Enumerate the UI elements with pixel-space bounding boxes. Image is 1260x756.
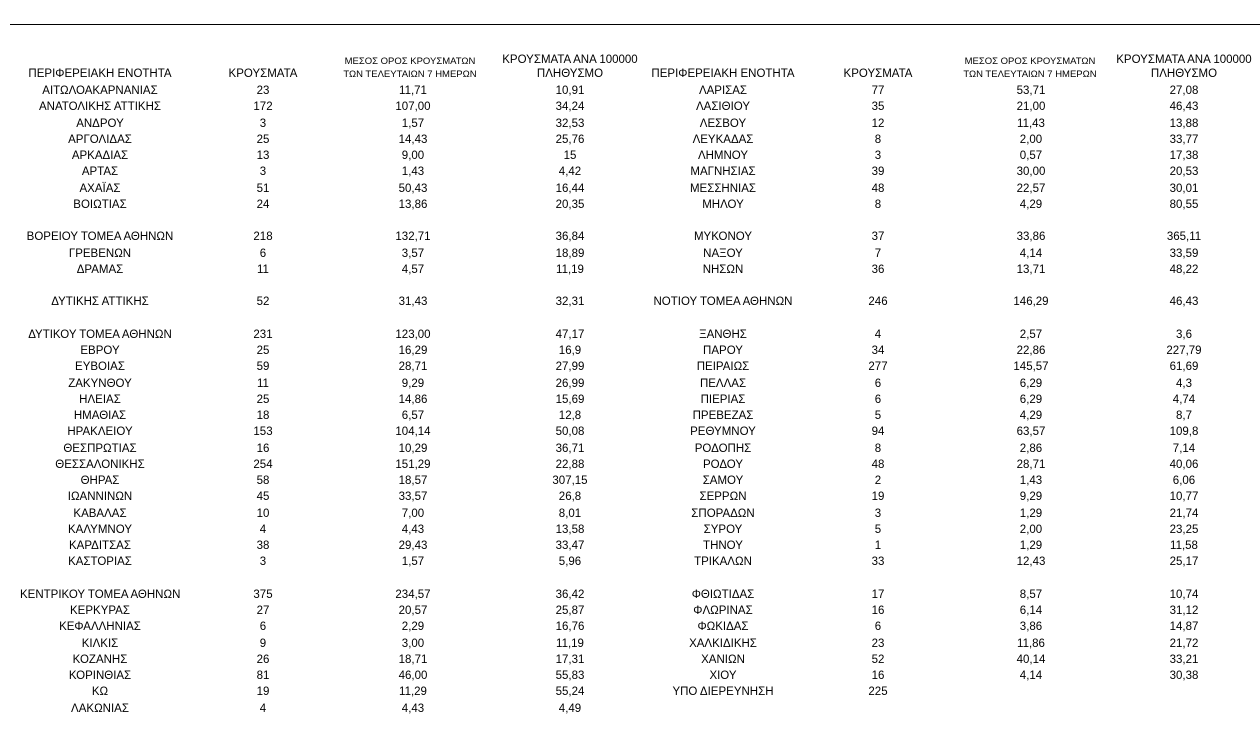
left-per100k-cell: 34,24 xyxy=(555,101,585,114)
right-cases-cell: 8 xyxy=(874,198,882,211)
left-cases-cell: 3 xyxy=(259,117,267,130)
left-avg-cell: 18,71 xyxy=(398,653,428,666)
left-region-cell: ΗΜΑΘΙΑΣ xyxy=(73,410,127,422)
left-avg-cell: 11,71 xyxy=(399,85,427,97)
left-avg-cell: 2,29 xyxy=(401,621,425,634)
right-avg-cell xyxy=(966,684,1096,700)
right-cases-cell: 94 xyxy=(871,426,885,439)
left-avg-cell: 50,43 xyxy=(398,182,428,195)
left-per100k-cell: 47,17 xyxy=(555,328,585,341)
left-per100k-cell: 32,53 xyxy=(555,117,585,130)
left-cases-cell: 23 xyxy=(256,85,270,97)
left-region-cell: ΒΟΙΩΤΙΑΣ xyxy=(73,198,127,211)
left-region-cell: ΖΑΚΥΝΘΟΥ xyxy=(68,377,132,390)
left-avg-cell: 18,57 xyxy=(398,475,428,487)
left-region-cell: ΘΗΡΑΣ xyxy=(80,475,120,487)
left-avg-cell: 10,29 xyxy=(398,442,428,455)
right-region-cell: ΝΗΣΩΝ xyxy=(702,263,744,276)
left-avg-cell: 123,00 xyxy=(395,328,431,341)
left-avg-cell: 1,43 xyxy=(401,166,425,179)
left-region-cell: ΚΑΣΤΟΡΙΑΣ xyxy=(68,556,132,569)
left-region-cell: ΗΡΑΚΛΕΙΟΥ xyxy=(67,426,133,439)
right-cases-cell: 12 xyxy=(871,117,885,130)
left-per100k-cell: 307,15 xyxy=(552,475,588,487)
left-avg-cell: 6,57 xyxy=(401,410,425,422)
right-per100k-cell: 6,06 xyxy=(1172,475,1196,487)
left-region-cell: ΚΟΖΑΝΗΣ xyxy=(72,653,128,666)
right-region-cell: ΜΑΓΝΗΣΙΑΣ xyxy=(690,166,756,179)
right-avg-cell: 8,57 xyxy=(1019,588,1043,601)
right-cases-cell: 6 xyxy=(874,377,882,390)
left-cases-cell: 153 xyxy=(253,426,273,439)
right-region-cell: ΤΗΝΟΥ xyxy=(703,540,743,552)
left-avg-cell: 234,57 xyxy=(395,588,431,601)
left-cases-cell: 4 xyxy=(259,523,267,536)
right-region-cell: ΧΑΛΚΙΔΙΚΗΣ xyxy=(689,637,757,650)
left-cases-cell: 11 xyxy=(257,377,269,390)
right-cases-cell: 4 xyxy=(874,328,882,341)
right-avg-cell: 40,14 xyxy=(1016,653,1046,666)
right-per100k-cell: 4,3 xyxy=(1176,377,1192,390)
right-per100k-cell: 10,74 xyxy=(1169,588,1199,601)
left-region-cell: ΚΑΡΔΙΤΣΑΣ xyxy=(69,540,131,552)
left-per100k-cell: 5,96 xyxy=(558,556,582,569)
right-avg-cell: 4,14 xyxy=(1019,247,1043,260)
left-region-cell: ΚΑΒΑΛΑΣ xyxy=(73,507,127,520)
left-per100k-cell: 55,83 xyxy=(555,670,585,682)
right-region-cell: ΡΟΔΟΠΗΣ xyxy=(694,442,752,455)
left-per100k-cell: 16,44 xyxy=(555,182,585,195)
right-avg-cell: 6,29 xyxy=(1019,393,1043,406)
right-avg-cell: 2,00 xyxy=(1019,523,1043,536)
left-cases-cell: 9 xyxy=(259,637,267,650)
right-avg-cell: 11,86 xyxy=(1017,637,1045,650)
right-per100k-cell: 11,58 xyxy=(1170,540,1198,552)
right-avg-cell: 13,71 xyxy=(1016,263,1046,276)
left-per100k-cell: 22,88 xyxy=(555,458,585,471)
left-avg-cell: 3,00 xyxy=(401,637,425,650)
left-avg-cell: 132,71 xyxy=(395,231,431,244)
right-per100k-cell: 17,38 xyxy=(1169,150,1199,162)
right-avg-cell: 146,29 xyxy=(1013,296,1049,309)
right-avg-cell: 9,29 xyxy=(1019,491,1043,504)
right-region-cell: ΜΗΛΟΥ xyxy=(702,198,744,211)
left-per100k-cell: 32,31 xyxy=(555,296,585,309)
left-avg-cell: 3,57 xyxy=(401,247,425,260)
right-per100k-cell: 109,8 xyxy=(1169,426,1199,439)
left-per100k-cell: 36,84 xyxy=(555,231,585,244)
right-region-cell: ΣΑΜΟΥ xyxy=(702,475,744,487)
left-cases-cell: 38 xyxy=(256,540,270,552)
left-per100k-cell: 18,89 xyxy=(555,247,585,260)
left-per100k-cell: 55,24 xyxy=(555,686,585,699)
right-avg-cell: 1,29 xyxy=(1019,540,1043,552)
left-region-cell: ΓΡΕΒΕΝΩΝ xyxy=(68,247,132,260)
right-cases-cell: 39 xyxy=(871,166,885,179)
left-region-cell: ΔΥΤΙΚΗΣ ΑΤΤΙΚΗΣ xyxy=(51,296,149,309)
left-region-cell: ΙΩΑΝΝΙΝΩΝ xyxy=(67,491,133,504)
left-cases-cell: 172 xyxy=(253,101,273,114)
right-cases-cell: 35 xyxy=(871,101,885,114)
right-header-avg-line1: ΜΕΣΟΣ ΟΡΟΣ ΚΡΟΥΣΜΑΤΩΝ xyxy=(964,56,1096,67)
left-cases-cell: 13 xyxy=(256,150,270,162)
left-per100k-cell: 11,19 xyxy=(556,263,584,276)
left-avg-cell: 14,43 xyxy=(398,133,428,146)
left-region-cell: ΑΡΓΟΛΙΔΑΣ xyxy=(68,133,132,146)
right-per100k-cell: 4,74 xyxy=(1172,393,1196,406)
right-avg-cell: 4,14 xyxy=(1019,670,1043,682)
left-region-cell: ΘΕΣΠΡΩΤΙΑΣ xyxy=(63,442,137,455)
left-cases-cell: 16 xyxy=(256,442,270,455)
left-per100k-cell: 36,71 xyxy=(555,442,585,455)
left-region-cell: ΚΕΝΤΡΙΚΟΥ ΤΟΜΕΑ ΑΘΗΝΩΝ xyxy=(20,588,181,601)
right-per100k-cell: 31,12 xyxy=(1169,605,1199,617)
right-per100k-cell: 21,74 xyxy=(1169,507,1199,520)
right-avg-cell: 3,86 xyxy=(1019,621,1043,634)
right-cases-cell: 16 xyxy=(871,670,885,682)
left-per100k-cell: 4,42 xyxy=(558,166,582,179)
top-border-line xyxy=(10,24,1260,25)
right-avg-cell: 33,86 xyxy=(1016,231,1046,244)
right-avg-cell: 1,43 xyxy=(1019,475,1043,487)
right-cases-cell: 48 xyxy=(871,458,885,471)
left-avg-cell: 4,57 xyxy=(401,263,425,276)
left-avg-cell: 46,00 xyxy=(398,670,428,682)
left-cases-cell: 25 xyxy=(256,393,270,406)
right-region-cell: ΥΠΟ ΔΙΕΡΕΥΝΗΣΗ xyxy=(672,686,774,699)
left-per100k-cell: 50,08 xyxy=(555,426,585,439)
left-region-cell: ΚΕΦΑΛΛΗΝΙΑΣ xyxy=(59,621,141,634)
right-cases-cell: 246 xyxy=(868,296,888,309)
right-cases-cell: 77 xyxy=(871,85,885,97)
right-per100k-cell: 10,77 xyxy=(1169,491,1199,504)
left-region-cell: ΘΕΣΣΑΛΟΝΙΚΗΣ xyxy=(55,458,145,471)
right-avg-cell: 1,29 xyxy=(1019,507,1043,520)
right-region-cell: ΞΑΝΘΗΣ xyxy=(699,328,747,341)
left-per100k-cell: 36,42 xyxy=(555,588,585,601)
right-region-cell: ΠΙΕΡΙΑΣ xyxy=(700,393,746,406)
left-avg-cell: 13,86 xyxy=(398,198,428,211)
right-avg-cell: 30,00 xyxy=(1016,166,1046,179)
left-per100k-cell: 10,91 xyxy=(555,85,585,97)
right-region-cell: ΦΩΚΙΔΑΣ xyxy=(697,621,749,634)
right-region-cell: ΠΑΡΟΥ xyxy=(703,345,743,357)
right-cases-cell: 3 xyxy=(874,507,882,520)
left-avg-cell: 29,43 xyxy=(398,540,428,552)
right-avg-cell: 145,57 xyxy=(1013,361,1049,374)
right-per100k-cell: 7,14 xyxy=(1172,442,1196,455)
left-cases-cell: 218 xyxy=(253,231,273,244)
right-per100k-cell: 13,88 xyxy=(1169,117,1199,130)
left-header-per100k-line1: ΚΡΟΥΣΜΑΤΑ ΑΝΑ 100000 xyxy=(502,54,638,66)
right-avg-cell: 6,14 xyxy=(1019,605,1043,617)
left-per100k-cell: 17,31 xyxy=(555,653,585,666)
left-cases-cell: 51 xyxy=(256,182,270,195)
right-region-cell: ΛΑΣΙΘΙΟΥ xyxy=(695,101,751,114)
left-region-cell: ΕΒΡΟΥ xyxy=(80,345,120,357)
right-per100k-cell: 8,7 xyxy=(1176,410,1192,422)
right-per100k-cell: 3,6 xyxy=(1176,328,1192,341)
left-region-cell: ΚΩ xyxy=(91,686,109,699)
right-region-cell: ΜΥΚΟΝΟΥ xyxy=(693,231,753,244)
left-region-cell: ΚΟΡΙΝΘΙΑΣ xyxy=(68,670,132,682)
right-region-cell: ΠΕΛΛΑΣ xyxy=(699,377,747,390)
right-region-cell: ΠΕΙΡΑΙΩΣ xyxy=(696,361,750,374)
right-per100k-cell: 25,17 xyxy=(1169,556,1199,569)
right-avg-cell: 2,86 xyxy=(1019,442,1043,455)
right-region-cell: ΠΡΕΒΕΖΑΣ xyxy=(692,410,754,422)
left-region-cell: ΒΟΡΕΙΟΥ ΤΟΜΕΑ ΑΘΗΝΩΝ xyxy=(26,231,174,244)
right-region-cell: ΛΑΡΙΣΑΣ xyxy=(698,85,748,97)
right-cases-cell: 6 xyxy=(874,621,882,634)
right-region-cell: ΦΛΩΡΙΝΑΣ xyxy=(693,605,753,617)
left-per100k-cell: 26,8 xyxy=(558,491,582,504)
left-per100k-cell: 15 xyxy=(563,150,577,162)
right-region-cell: ΣΥΡΟΥ xyxy=(703,523,743,536)
left-per100k-cell: 4,49 xyxy=(558,702,582,715)
right-cases-cell: 7 xyxy=(874,247,882,260)
left-avg-cell: 9,29 xyxy=(401,377,425,390)
right-cases-cell: 16 xyxy=(871,605,885,617)
right-cases-cell: 36 xyxy=(871,263,885,276)
right-per100k-cell: 33,59 xyxy=(1169,247,1199,260)
right-region-cell: ΛΗΜΝΟΥ xyxy=(697,150,749,162)
left-avg-cell: 9,00 xyxy=(401,150,425,162)
left-per100k-cell: 12,8 xyxy=(558,410,582,422)
right-avg-cell: 2,57 xyxy=(1019,328,1043,341)
right-cases-cell: 33 xyxy=(871,556,885,569)
left-per100k-cell: 27,99 xyxy=(555,361,585,374)
left-avg-cell: 31,43 xyxy=(398,296,428,309)
left-region-cell: ΑΡΚΑΔΙΑΣ xyxy=(71,150,129,162)
left-region-cell: ΚΑΛΥΜΝΟΥ xyxy=(68,523,132,536)
right-per100k-cell: 23,25 xyxy=(1169,523,1199,536)
left-per100k-cell: 11,19 xyxy=(556,637,584,650)
right-per100k-cell: 365,11 xyxy=(1166,231,1202,244)
left-region-cell: ΑΧΑΪΑΣ xyxy=(79,182,121,195)
right-avg-cell: 63,57 xyxy=(1016,426,1046,439)
right-cases-cell: 277 xyxy=(868,361,888,374)
right-header-region: ΠΕΡΙΦΕΡΕΙΑΚΗ ΕΝΟΤΗΤΑ xyxy=(651,68,795,80)
right-avg-cell: 4,29 xyxy=(1019,198,1043,211)
right-per100k-cell: 27,08 xyxy=(1169,85,1199,97)
left-avg-cell: 1,57 xyxy=(401,556,425,569)
right-per100k-cell: 33,21 xyxy=(1169,653,1199,666)
right-region-cell: ΧΙΟΥ xyxy=(709,670,737,682)
right-region-cell: ΝΑΞΟΥ xyxy=(703,247,743,260)
right-avg-cell: 12,43 xyxy=(1016,556,1046,569)
right-region-cell: ΝΟΤΙΟΥ ΤΟΜΕΑ ΑΘΗΝΩΝ xyxy=(653,296,793,309)
left-per100k-cell: 8,01 xyxy=(558,507,582,520)
left-avg-cell: 4,43 xyxy=(401,702,425,715)
left-region-cell: ΗΛΕΙΑΣ xyxy=(79,393,121,406)
right-header-per100k-line1: ΚΡΟΥΣΜΑΤΑ ΑΝΑ 100000 xyxy=(1116,54,1252,66)
left-region-cell: ΔΥΤΙΚΟΥ ΤΟΜΕΑ ΑΘΗΝΩΝ xyxy=(28,328,172,341)
left-per100k-cell: 25,87 xyxy=(555,605,585,617)
right-per100k-cell: 40,06 xyxy=(1169,458,1199,471)
left-per100k-cell: 20,35 xyxy=(555,198,585,211)
right-per100k-cell: 33,77 xyxy=(1169,133,1199,146)
right-region-cell: ΛΕΥΚΑΔΑΣ xyxy=(692,133,754,146)
left-cases-cell: 18 xyxy=(256,410,270,422)
right-region-cell: ΜΕΣΣΗΝΙΑΣ xyxy=(689,182,757,195)
right-region-cell: ΣΠΟΡΑΔΩΝ xyxy=(691,507,755,520)
right-cases-cell: 5 xyxy=(874,523,882,536)
right-avg-cell: 0,57 xyxy=(1019,150,1043,162)
right-per100k-cell: 80,55 xyxy=(1169,198,1199,211)
right-region-cell: ΡΕΘΥΜΝΟΥ xyxy=(690,426,756,439)
right-header-cases: ΚΡΟΥΣΜΑΤΑ xyxy=(843,68,913,80)
left-avg-cell: 4,43 xyxy=(401,523,425,536)
right-header-per100k-line2: ΠΛΗΘΥΣΜΟ xyxy=(1150,68,1218,80)
right-cases-cell: 1 xyxy=(874,540,882,552)
right-per100k-cell: 21,72 xyxy=(1169,637,1199,650)
right-region-cell: ΧΑΝΙΩΝ xyxy=(701,653,745,666)
right-avg-cell: 28,71 xyxy=(1016,458,1046,471)
right-cases-cell: 34 xyxy=(871,345,885,357)
right-per100k-cell: 46,43 xyxy=(1169,101,1199,114)
right-avg-cell: 6,29 xyxy=(1019,377,1043,390)
right-region-cell: ΛΕΣΒΟΥ xyxy=(699,117,747,130)
left-avg-cell: 151,29 xyxy=(395,458,431,471)
left-per100k-cell: 26,99 xyxy=(555,377,585,390)
left-cases-cell: 27 xyxy=(256,605,270,617)
right-per100k-cell: 30,01 xyxy=(1169,182,1199,195)
right-per100k-cell: 48,22 xyxy=(1169,263,1199,276)
right-per100k-cell: 20,53 xyxy=(1169,166,1199,179)
left-cases-cell: 10 xyxy=(256,507,270,520)
left-cases-cell: 6 xyxy=(259,621,267,634)
right-cases-cell: 8 xyxy=(874,442,882,455)
right-region-cell: ΡΟΔΟΥ xyxy=(702,458,744,471)
left-cases-cell: 254 xyxy=(253,458,273,471)
right-cases-cell: 48 xyxy=(871,182,885,195)
left-cases-cell: 26 xyxy=(256,653,270,666)
right-cases-cell: 2 xyxy=(874,475,882,487)
left-header-region: ΠΕΡΙΦΕΡΕΙΑΚΗ ΕΝΟΤΗΤΑ xyxy=(28,68,172,80)
left-cases-cell: 6 xyxy=(259,247,267,260)
left-cases-cell: 58 xyxy=(256,475,270,487)
left-header-avg-line2: ΤΩΝ ΤΕΛΕΥΤΑΙΩΝ 7 ΗΜΕΡΩΝ xyxy=(343,69,477,80)
right-region-cell: ΣΕΡΡΩΝ xyxy=(699,491,747,504)
left-region-cell: ΑΡΤΑΣ xyxy=(81,166,119,179)
left-cases-cell: 25 xyxy=(256,133,270,146)
left-cases-cell: 3 xyxy=(259,556,267,569)
left-cases-cell: 25 xyxy=(256,345,270,357)
right-avg-cell: 21,00 xyxy=(1016,101,1046,114)
left-cases-cell: 4 xyxy=(259,702,267,715)
left-cases-cell: 19 xyxy=(256,686,270,699)
left-avg-cell: 7,00 xyxy=(401,507,425,520)
left-cases-cell: 24 xyxy=(256,198,270,211)
right-cases-cell: 8 xyxy=(874,133,882,146)
right-avg-cell: 22,57 xyxy=(1016,182,1046,195)
left-region-cell: ΚΙΛΚΙΣ xyxy=(81,637,119,650)
left-per100k-cell: 16,9 xyxy=(558,345,582,357)
left-per100k-cell: 25,76 xyxy=(555,133,585,146)
left-region-cell: ΕΥΒΟΙΑΣ xyxy=(75,361,125,374)
right-cases-cell: 225 xyxy=(868,686,888,699)
left-cases-cell: 81 xyxy=(256,670,270,682)
left-avg-cell: 11,29 xyxy=(399,686,427,699)
left-cases-cell: 52 xyxy=(256,296,270,309)
left-per100k-cell: 13,58 xyxy=(555,523,585,536)
right-cases-cell: 23 xyxy=(871,637,885,650)
right-cases-cell: 6 xyxy=(874,393,882,406)
left-cases-cell: 45 xyxy=(256,491,270,504)
left-avg-cell: 28,71 xyxy=(398,361,428,374)
left-region-cell: ΑΝΑΤΟΛΙΚΗΣ ΑΤΤΙΚΗΣ xyxy=(38,101,161,114)
right-per100k-cell: 61,69 xyxy=(1169,361,1199,374)
right-avg-cell: 11,43 xyxy=(1017,117,1045,130)
right-cases-cell: 17 xyxy=(871,588,885,601)
right-avg-cell: 53,71 xyxy=(1016,85,1046,97)
left-cases-cell: 375 xyxy=(253,588,273,601)
left-cases-cell: 11 xyxy=(257,263,269,276)
left-header-cases: ΚΡΟΥΣΜΑΤΑ xyxy=(228,68,298,80)
left-region-cell: ΔΡΑΜΑΣ xyxy=(76,263,124,276)
left-cases-cell: 3 xyxy=(259,166,267,179)
right-per100k-cell: 46,43 xyxy=(1169,296,1199,309)
left-avg-cell: 20,57 xyxy=(398,605,428,617)
left-avg-cell: 104,14 xyxy=(395,426,431,439)
left-avg-cell: 1,57 xyxy=(401,117,425,130)
left-region-cell: ΑΙΤΩΛΟΑΚΑΡΝΑΝΙΑΣ xyxy=(42,85,158,97)
left-header-avg-line1: ΜΕΣΟΣ ΟΡΟΣ ΚΡΟΥΣΜΑΤΩΝ xyxy=(344,56,476,67)
left-avg-cell: 16,29 xyxy=(398,345,428,357)
left-avg-cell: 14,86 xyxy=(398,393,428,406)
right-cases-cell: 52 xyxy=(871,653,885,666)
right-cases-cell: 3 xyxy=(874,150,882,162)
left-region-cell: ΑΝΔΡΟΥ xyxy=(76,117,124,130)
left-region-cell: ΛΑΚΩΝΙΑΣ xyxy=(71,702,129,715)
right-avg-cell: 2,00 xyxy=(1019,133,1043,146)
left-avg-cell: 107,00 xyxy=(395,101,431,114)
left-region-cell: ΚΕΡΚΥΡΑΣ xyxy=(70,605,130,617)
right-per100k-cell xyxy=(1119,684,1249,700)
right-header-avg-line2: ΤΩΝ ΤΕΛΕΥΤΑΙΩΝ 7 ΗΜΕΡΩΝ xyxy=(963,69,1097,80)
right-per100k-cell: 14,87 xyxy=(1169,621,1199,634)
right-cases-cell: 5 xyxy=(874,410,882,422)
left-avg-cell: 33,57 xyxy=(398,491,428,504)
right-per100k-cell: 227,79 xyxy=(1166,345,1202,357)
right-avg-cell: 22,86 xyxy=(1016,345,1046,357)
left-per100k-cell: 15,69 xyxy=(555,393,585,406)
left-cases-cell: 231 xyxy=(253,328,273,341)
right-cases-cell: 37 xyxy=(871,231,885,244)
right-cases-cell: 19 xyxy=(871,491,885,504)
right-avg-cell: 4,29 xyxy=(1019,410,1043,422)
right-region-cell: ΤΡΙΚΑΛΩΝ xyxy=(694,556,752,569)
left-header-per100k-line2: ΠΛΗΘΥΣΜΟ xyxy=(536,68,604,80)
right-per100k-cell: 30,38 xyxy=(1169,670,1199,682)
left-per100k-cell: 33,47 xyxy=(555,540,585,552)
left-per100k-cell: 16,76 xyxy=(555,621,585,634)
left-cases-cell: 59 xyxy=(256,361,270,374)
right-region-cell: ΦΘΙΩΤΙΔΑΣ xyxy=(691,588,755,601)
